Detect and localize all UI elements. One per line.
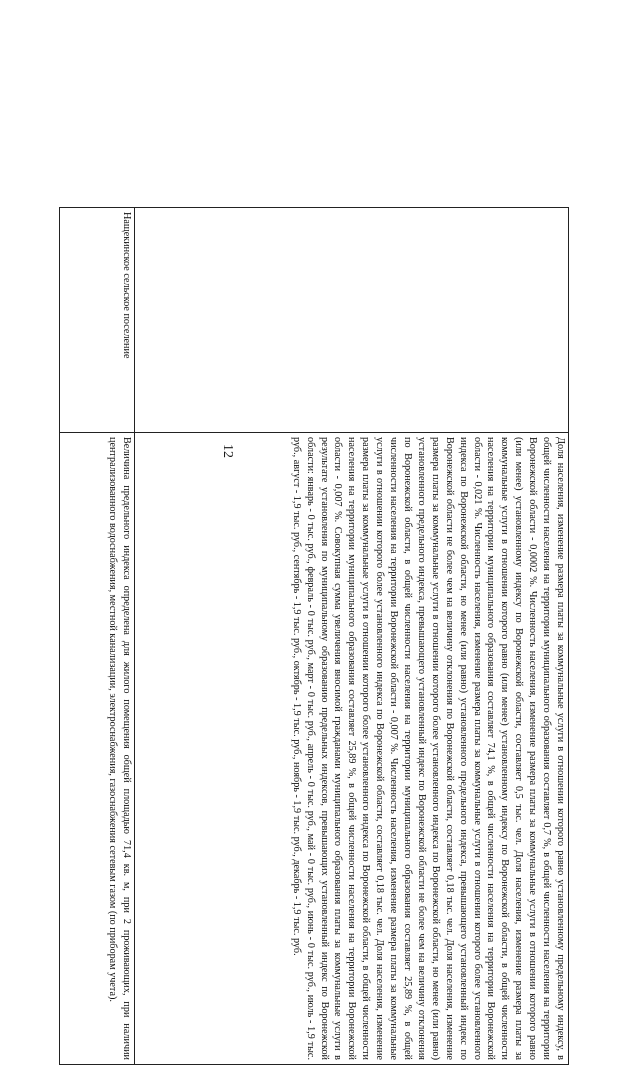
table-row xyxy=(60,208,135,1065)
description-cell xyxy=(135,433,569,1065)
rotated-table-wrapper xyxy=(59,207,569,1065)
description-cell xyxy=(60,433,135,1065)
index-table xyxy=(59,207,569,1065)
settlement-cell xyxy=(135,208,569,433)
table-row xyxy=(135,208,569,1065)
description-text: Доля населения, изменение размера платы за коммунальные услуги в отношении которого равно установленному предельному индексу, в общей численности населения на территории муниципального образования составляет 0,7 %, в общей численности населения на территории Воронежской области - 0,0002 %. Численность населения, изменение размера платы за коммунальные услуги в отношении которого равно (или менее) установленному индексу по Воронежской области, составляет 0,5 тыс. чел. Доля населения, изменение размера платы за коммунальные услуги в отношении которого равно (или менее) установленному индексу по Воронежской области, в общей численности населения на территории муниципального образования составляет 74,1 %, в общей численности населения на территории Воронежской области - 0,021 %. Численность населения, изменение размера платы за коммунальные услуги в отношении которого более установленного индекса по Воронежской области, но менее (или равно) установленного предельного индекса, превышающего установленный индекс по Воронежской области не более чем на величину отклонения по Воронежской области, составляет 0,18 тыс. чел. Доля населения, изменение размера платы за коммунальные услуги в отношении которого более установленного индекса по Воронежской области, но менее (или равно) установленного предельного индекса, превышающего установленный индекс по Воронежской области не более чем на величину отклонения по Воронежской области, в общей численности населения на территории муниципального образования составляет 25,89 %, в общей численности населения на территории Воронежской области - 0,007 %. Численность населения, изменение размера платы за коммунальные услуги в отношении которого более установленного индекса по Воронежской области, составляет 0,18 тыс. чел. Доля населения, изменение размера платы за коммунальные услуги в отношении которого более установленного индекса по Воронежской области, в общей численности населения на территории муниципального образования составляет 25,89 %, в общей численности населения на территории Воронежской области - 0,007 %. Совокупная сумма увеличения вносимой гражданами муниципального образования платы за коммунальные услуги в результате установления по муниципальному образованию предельных индексов, превышающих установленный индекс по Воронежской области: январь - 0 тыс. руб., февраль - 0 тыс. руб., март - 0 тыс. руб., апрель - 0 тыс. руб., май - 0 тыс. руб., июнь - 0 тыс. руб., июль - 1,9 тыс. руб., август - 1,9 тыс. руб., сентябрь - 1,9 тыс. руб., октябрь - 1,9 тыс. руб., ноябрь - 1,9 тыс. руб., декабрь - 1,9 тыс. руб. xyxy=(290,437,566,1060)
description-text: Величина предельного индекса определена для жилого помещения общей площадью 71,4 кв. м, при 2 проживающих, при наличии централизованного водоснабжения, местной канализации, электроснабжения, газоснабжения сетевым газом (по приборам учета). xyxy=(107,437,132,1060)
settlement-cell: Нащекинское сельское поселение xyxy=(60,208,135,433)
page-number: 12 xyxy=(220,444,235,458)
